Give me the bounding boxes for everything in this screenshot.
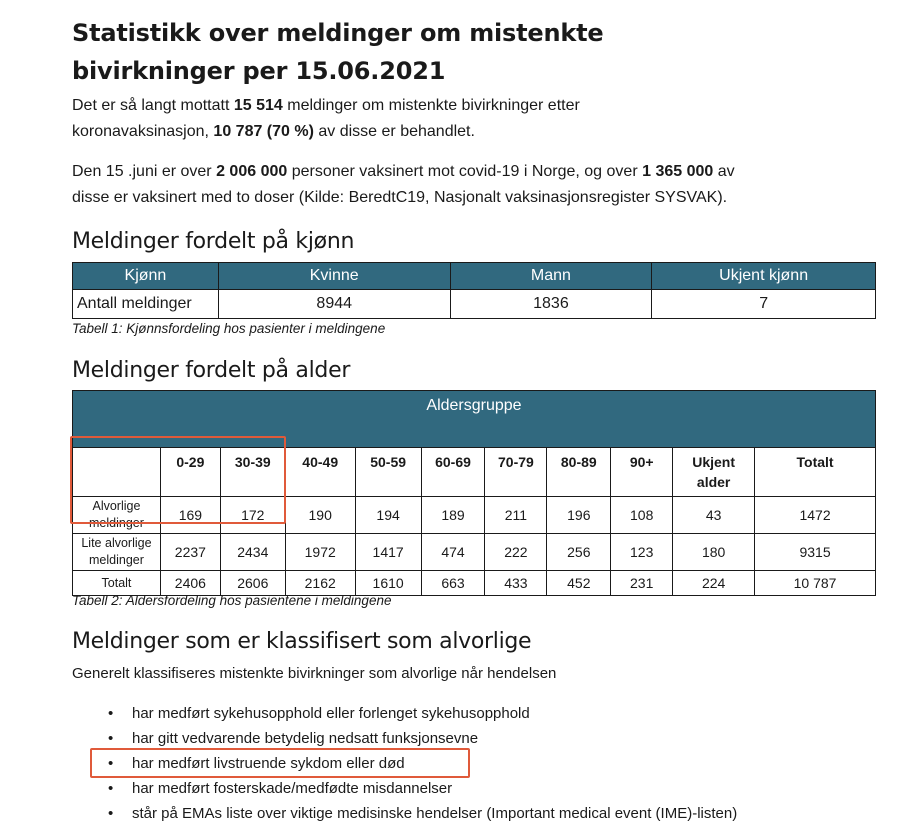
intro-paragraph-2 <box>72 159 862 211</box>
list-item-text: står på EMAs liste over viktige medisinske hendelser (Important medical event (IME)-listen) <box>132 805 738 822</box>
age-value-cell: 2406 <box>160 571 220 596</box>
age-value-cell: 9315 <box>755 534 876 571</box>
age-value-cell: 663 <box>421 571 485 596</box>
age-value-cell: 1417 <box>355 534 421 571</box>
age-value-cell: 1610 <box>355 571 421 596</box>
bullet-icon: • <box>108 730 114 747</box>
age-column-header: 40-49 <box>285 448 355 497</box>
age-column-header: 50-59 <box>355 448 421 497</box>
age-value-cell: 2162 <box>285 571 355 596</box>
gender-value-cell: 1836 <box>450 290 652 319</box>
gender-header-cell: Mann <box>450 263 652 290</box>
age-value-cell: 1972 <box>285 534 355 571</box>
age-column-header: 90+ <box>611 448 673 497</box>
age-row-non-serious <box>73 534 876 571</box>
gender-header-cell: Kjønn <box>73 263 219 290</box>
gender-table-caption: Tabell 1: Kjønnsfordeling hos pasienter i meldingene <box>72 321 386 336</box>
gender-header-cell: Kvinne <box>218 263 450 290</box>
age-value-cell: 433 <box>485 571 547 596</box>
age-value-cell: 108 <box>611 497 673 534</box>
age-table-caption: Tabell 2: Aldersfordeling hos pasientene i meldingene <box>72 593 392 608</box>
age-row-total <box>73 571 876 596</box>
age-value-cell: 172 <box>220 497 285 534</box>
age-column-header: Ukjent alder <box>673 448 755 497</box>
intro2-text-a: Den 15 .juni er over <box>72 163 217 180</box>
document-title <box>72 14 604 90</box>
intro2-text-e: av <box>713 163 735 180</box>
list-item-text: har gitt vedvarende betydelig nedsatt funksjonsevne <box>132 730 479 747</box>
age-value-cell: 256 <box>547 534 611 571</box>
title-line-2: bivirkninger per 15.06.2021 <box>72 57 446 85</box>
age-row-label: Alvorlige meldinger <box>73 497 161 534</box>
age-value-cell: 189 <box>421 497 485 534</box>
gender-data-row <box>73 290 876 319</box>
intro2-two-doses-count: 1 365 000 <box>642 163 714 180</box>
age-value-cell: 452 <box>547 571 611 596</box>
age-value-cell: 474 <box>421 534 485 571</box>
serious-intro: Generelt klassifiseres mistenkte bivirkninger som alvorlige når hendelsen <box>72 665 557 682</box>
bullet-icon: • <box>108 805 114 822</box>
serious-heading: Meldinger som er klassifisert som alvorlige <box>72 629 532 654</box>
gender-header-row <box>73 263 876 290</box>
intro2-text-f: disse er vaksinert med to doser (Kilde: BeredtC19, Nasjonalt vaksinasjonsregister SYSVAK). <box>72 189 728 206</box>
age-column-header: 70-79 <box>485 448 547 497</box>
intro1-received-count: 15 514 <box>233 97 283 114</box>
gender-value-cell: 7 <box>652 290 876 319</box>
age-column-header: Totalt <box>755 448 876 497</box>
age-row-label: Lite alvorlige meldinger <box>73 534 161 571</box>
age-value-cell: 123 <box>611 534 673 571</box>
age-value-cell: 169 <box>160 497 220 534</box>
highlight-box-young-serious <box>70 436 286 524</box>
age-value-cell: 194 <box>355 497 421 534</box>
intro2-text-c: personer vaksinert mot covid-19 i Norge, og over <box>287 163 643 180</box>
age-value-cell: 10 787 <box>755 571 876 596</box>
gender-row-label: Antall meldinger <box>73 290 219 319</box>
intro1-text-d: koronavaksinasjon, <box>72 123 214 140</box>
age-value-cell: 211 <box>485 497 547 534</box>
age-column-header: 30-39 <box>220 448 285 497</box>
intro1-text-a: Det er så langt mottatt <box>72 97 234 114</box>
gender-table <box>72 262 876 319</box>
age-value-cell: 1472 <box>755 497 876 534</box>
list-item-text: har medført sykehusopphold eller forlenget sykehusopphold <box>132 705 530 722</box>
age-column-header: 80-89 <box>547 448 611 497</box>
age-value-cell: 222 <box>485 534 547 571</box>
age-value-cell: 196 <box>547 497 611 534</box>
list-item <box>108 801 737 826</box>
age-column-header: 0-29 <box>160 448 220 497</box>
age-column-header: 60-69 <box>421 448 485 497</box>
intro1-text-c: meldinger om mistenkte bivirkninger etter <box>282 97 580 114</box>
intro-paragraph-1 <box>72 93 862 145</box>
age-heading: Meldinger fordelt på alder <box>72 358 351 383</box>
list-item-text: har medført fosterskade/medfødte misdannelser <box>132 780 453 797</box>
bullet-icon: • <box>108 705 114 722</box>
age-row-label: Totalt <box>73 571 161 596</box>
age-value-cell: 2434 <box>220 534 285 571</box>
bullet-icon: • <box>108 755 114 772</box>
intro2-vaccinated-count: 2 006 000 <box>216 163 288 180</box>
age-value-cell: 2606 <box>220 571 285 596</box>
age-group-band: Aldersgruppe <box>73 391 876 448</box>
gender-header-cell: Ukjent kjønn <box>652 263 876 290</box>
intro1-processed-count: 10 787 (70 %) <box>213 123 314 140</box>
bullet-icon: • <box>108 780 114 797</box>
gender-value-cell: 8944 <box>218 290 450 319</box>
age-value-cell: 231 <box>611 571 673 596</box>
highlight-box-life-threatening <box>90 748 470 778</box>
title-line-1: Statistikk over meldinger om mistenkte <box>72 19 604 47</box>
gender-heading: Meldinger fordelt på kjønn <box>72 229 355 254</box>
age-value-cell: 2237 <box>160 534 220 571</box>
age-value-cell: 180 <box>673 534 755 571</box>
list-item <box>108 701 737 726</box>
list-item-text: har medført livstruende sykdom eller død <box>132 755 405 772</box>
age-value-cell: 224 <box>673 571 755 596</box>
intro1-text-f: av disse er behandlet. <box>313 123 475 140</box>
age-value-cell: 190 <box>285 497 355 534</box>
list-item <box>108 776 737 801</box>
age-value-cell: 43 <box>673 497 755 534</box>
